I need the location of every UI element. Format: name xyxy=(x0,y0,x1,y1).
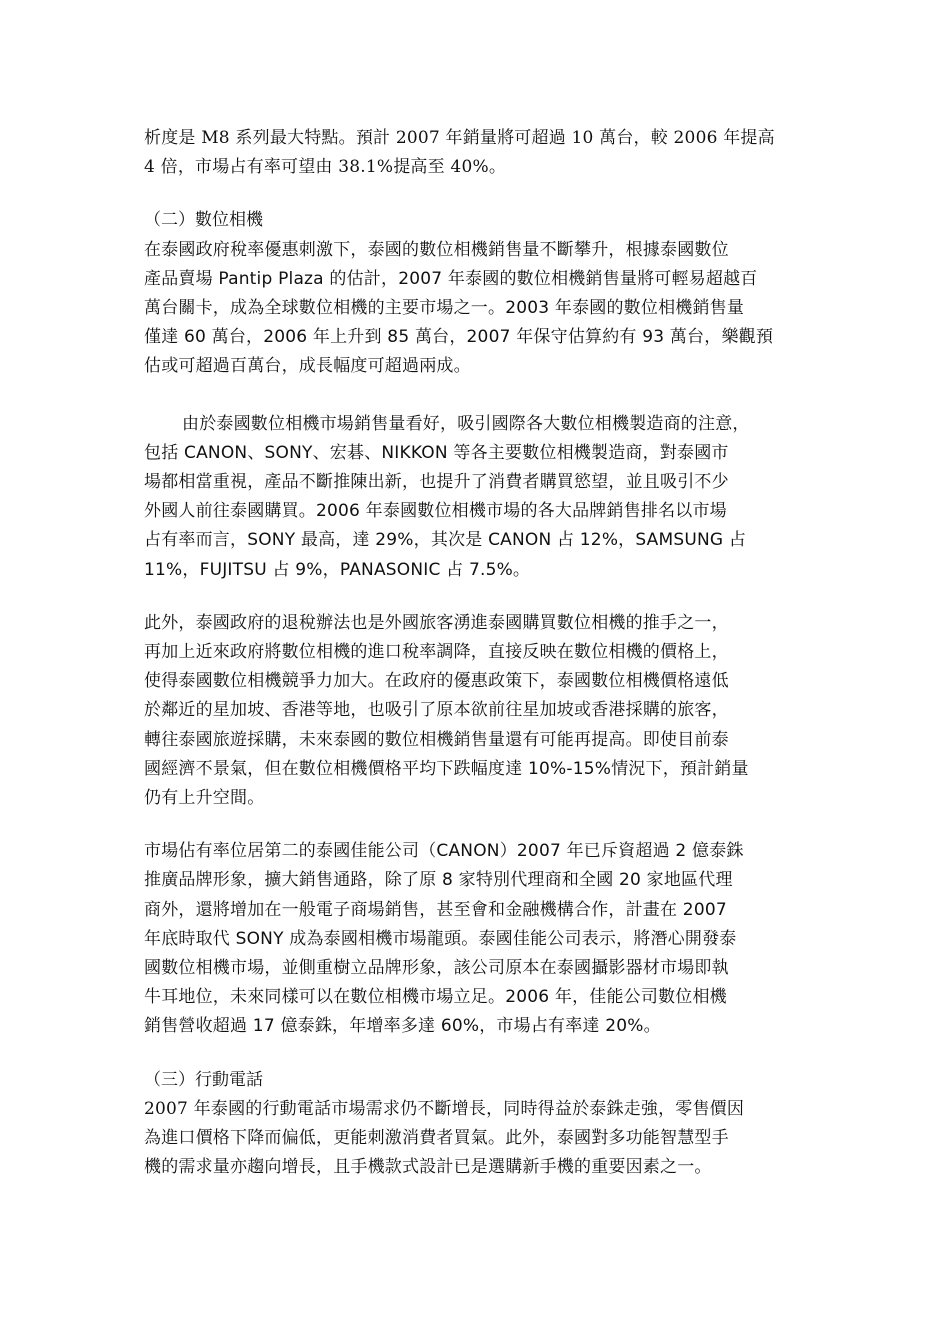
text-line: 占有率而言，SONY 最高，達 29%，其次是 CANON 占 12%，SAMSUNG 占 xyxy=(144,530,747,551)
text-line: 估或可超過百萬台，成長幅度可超過兩成。 xyxy=(144,356,471,377)
text-line: 4 倍，市場占有率可望由 38.1%提高至 40%。 xyxy=(144,157,507,178)
text-line: 使得泰國數位相機競爭力加大。在政府的優惠政策下，泰國數位相機價格遠低 xyxy=(144,671,729,692)
text-line: 機的需求量亦趨向增長，且手機款式設計已是選購新手機的重要因素之一。 xyxy=(144,1157,712,1178)
text-line: 析度是 M8 系列最大特點。預計 2007 年銷量將可超過 10 萬台，較 2006 年提高 xyxy=(144,128,775,148)
paragraph-m8-sales xyxy=(144,124,814,182)
text-line: 市場佔有率位居第二的泰國佳能公司（CANON）2007 年已斥資超過 2 億泰銖 xyxy=(144,841,744,862)
text-line: 於鄰近的星加坡、香港等地，也吸引了原本欲前往星加坡或香港採購的旅客， xyxy=(144,700,729,721)
text-line: 外國人前往泰國購買。2006 年泰國數位相機市場的各大品牌銷售排名以市場 xyxy=(144,501,727,522)
text-line: 轉往泰國旅遊採購，未來泰國的數位相機銷售量還有可能再提高。即使目前泰 xyxy=(144,729,729,750)
text-line: 包括 CANON、SONY、宏碁、NIKKON 等各主要數位相機製造商，對泰國市 xyxy=(144,442,729,463)
text-line: 2007 年泰國的行動電話市場需求仍不斷增長，同時得益於泰銖走強，零售價因 xyxy=(144,1098,745,1119)
text-line: 國數位相機市場，並側重樹立品牌形象，該公司原本在泰國攝影器材市場即執 xyxy=(144,958,729,979)
section-heading-mobile-phone: （三）行動電話 xyxy=(144,1069,263,1090)
text-line: 場都相當重視，產品不斷推陳出新，也提升了消費者購買慾望，並且吸引不少 xyxy=(144,472,729,493)
text-line: 商外，還將增加在一般電子商場銷售，甚至會和金融機構合作，計畫在 2007 xyxy=(144,899,727,920)
text-line: 國經濟不景氣，但在數位相機價格平均下跌幅度達 10%-15%情況下，預計銷量 xyxy=(144,758,749,779)
text-line: 在泰國政府稅率優惠刺激下，泰國的數位相機銷售量不斷攀升，根據泰國數位 xyxy=(144,239,729,260)
text-line: 萬台關卡，成為全球數位相機的主要市場之一。2003 年泰國的數位相機銷售量 xyxy=(144,298,745,319)
text-line: 牛耳地位，未來同樣可以在數位相機市場立足。2006 年，佳能公司數位相機 xyxy=(144,987,727,1008)
section-heading-digital-camera: （二）數位相機 xyxy=(144,210,263,231)
text-line: 11%，FUJITSU 占 9%，PANASONIC 占 7.5%。 xyxy=(144,559,531,580)
text-line: 此外，泰國政府的退稅辦法也是外國旅客湧進泰國購買數位相機的推手之一， xyxy=(144,612,729,633)
text-line: 僅達 60 萬台，2006 年上升到 85 萬台，2007 年保守估算約有 93 萬台，樂觀預 xyxy=(144,327,774,348)
text-line: 再加上近來政府將數位相機的進口稅率調降，直接反映在數位相機的價格上， xyxy=(144,642,729,663)
text-line: 推廣品牌形象，擴大銷售通路，除了原 8 家特別代理商和全國 20 家地區代理 xyxy=(144,870,733,891)
paragraph-tax-refund xyxy=(144,609,814,813)
text-line: 銷售營收超過 17 億泰銖，年增率多達 60%，市場占有率達 20%。 xyxy=(144,1016,661,1037)
paragraph-canon-thailand xyxy=(144,837,814,1041)
paragraph-camera-brand-ranking xyxy=(144,410,814,585)
text-line: 仍有上升空間。 xyxy=(144,788,265,809)
text-line: 產品賣場 Pantip Plaza 的估計，2007 年泰國的數位相機銷售量將可輕易超越百 xyxy=(144,268,758,289)
paragraph-mobile-phone-market xyxy=(144,1095,814,1183)
text-line: 由於泰國數位相機市場銷售量看好，吸引國際各大數位相機製造商的注意， xyxy=(182,413,750,434)
document-page xyxy=(144,124,814,1183)
paragraph-camera-market-overview xyxy=(144,236,814,382)
text-line: 年底時取代 SONY 成為泰國相機市場龍頭。泰國佳能公司表示，將潛心開發泰 xyxy=(144,928,737,949)
text-line: 為進口價格下降而偏低，更能刺激消費者買氣。此外，泰國對多功能智慧型手 xyxy=(144,1128,729,1149)
